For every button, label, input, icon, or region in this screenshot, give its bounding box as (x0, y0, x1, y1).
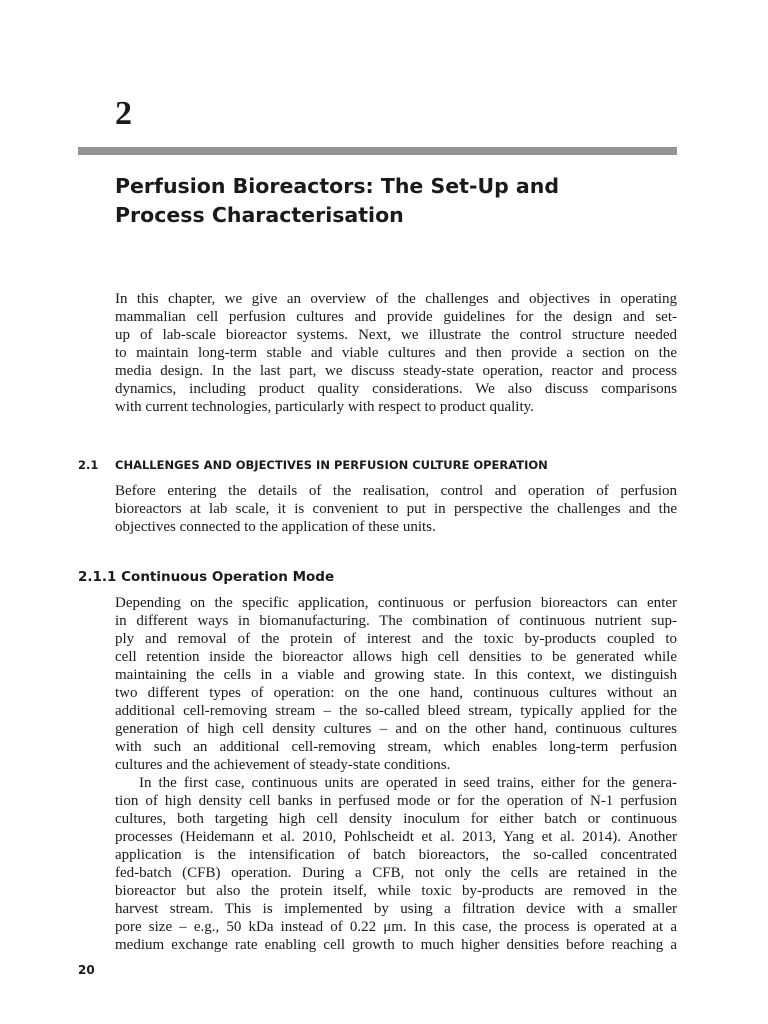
text-line: additional cell-removing stream – the so-called bleed stream, typically applied for the (115, 703, 677, 719)
text-line: cultures, both targeting high cell density inoculum for either batch or continuous (115, 811, 677, 827)
chapter-title (115, 172, 675, 230)
text-line: generation of high cell density cultures – and on the other hand, continuous cultures (115, 721, 677, 737)
subsection-heading (78, 568, 678, 586)
text-line: In the first case, continuous units are operated in seed trains, either for the genera- (139, 775, 677, 791)
section-heading (78, 457, 678, 473)
text-line: fed-batch (CFB) operation. During a CFB, not only the cells are retained in the (115, 865, 677, 881)
text-line: pore size – e.g., 50 kDa instead of 0.22 μm. In this case, the process is operated at a (115, 919, 677, 935)
chapter-title-line: Process Characterisation (115, 203, 404, 227)
text-line: bioreactors at lab scale, it is convenient to put in perspective the challenges and the (115, 501, 677, 517)
intro-paragraph (115, 290, 677, 416)
text-line: Depending on the specific application, continuous or perfusion bioreactors can enter (115, 595, 677, 611)
subsection-number: 2.1.1 (78, 569, 117, 585)
subsection-paragraph-1 (115, 594, 677, 774)
text-line: dynamics, including product quality considerations. We also discuss comparisons (115, 381, 677, 397)
text-line: objectives connected to the application of these units. (115, 519, 436, 535)
section-title: CHALLENGES AND OBJECTIVES IN PERFUSION CULTURE OPERATION (115, 458, 548, 472)
chapter-number: 2 (115, 95, 132, 132)
text-line: in different ways in biomanufacturing. The combination of continuous nutrient sup- (115, 613, 677, 629)
text-line: processes (Heidemann et al. 2010, Pohlscheidt et al. 2013, Yang et al. 2014). Another (115, 829, 677, 845)
text-line: tion of high density cell banks in perfused mode or for the operation of N-1 perfusion (115, 793, 677, 809)
page-number: 20 (78, 963, 95, 977)
text-line: mammalian cell perfusion cultures and provide guidelines for the design and set- (115, 309, 677, 325)
subsection-paragraph-2 (115, 774, 677, 954)
text-line: harvest stream. This is implemented by using a filtration device with a smaller (115, 901, 677, 917)
text-line: medium exchange rate enabling cell growth to much higher densities before reaching a (115, 937, 677, 953)
text-line: cultures and the achievement of steady-state conditions. (115, 757, 451, 773)
chapter-rule (78, 147, 677, 155)
text-line: In this chapter, we give an overview of the challenges and objectives in operating (115, 291, 677, 307)
text-line: ply and removal of the protein of interest and the toxic by-products coupled to (115, 631, 677, 647)
text-line: with current technologies, particularly with respect to product quality. (115, 399, 534, 415)
text-line: bioreactor but also the protein itself, while toxic by-products are removed in the (115, 883, 677, 899)
text-line: application is the intensification of batch bioreactors, the so-called concentrated (115, 847, 677, 863)
text-line: with such an additional cell-removing stream, which enables long-term perfusion (115, 739, 677, 755)
text-line: maintaining the cells in a viable and growing state. In this context, we distinguish (115, 667, 677, 683)
chapter-title-line: Perfusion Bioreactors: The Set-Up and (115, 174, 560, 198)
text-line: to maintain long-term stable and viable cultures and then provide a section on the (115, 345, 677, 361)
section-paragraph (115, 482, 677, 536)
text-line: up of lab-scale bioreactor systems. Next, we illustrate the control structure needed (115, 327, 677, 343)
section-number: 2.1 (78, 458, 99, 472)
text-line: media design. In the last part, we discuss steady-state operation, reactor and process (115, 363, 677, 379)
subsection-title: Continuous Operation Mode (121, 569, 335, 585)
text-line: cell retention inside the bioreactor allows high cell densities to be generated while (115, 649, 677, 665)
text-line: Before entering the details of the realisation, control and operation of perfusion (115, 483, 677, 499)
text-line: two different types of operation: on the one hand, continuous cultures without an (115, 685, 677, 701)
